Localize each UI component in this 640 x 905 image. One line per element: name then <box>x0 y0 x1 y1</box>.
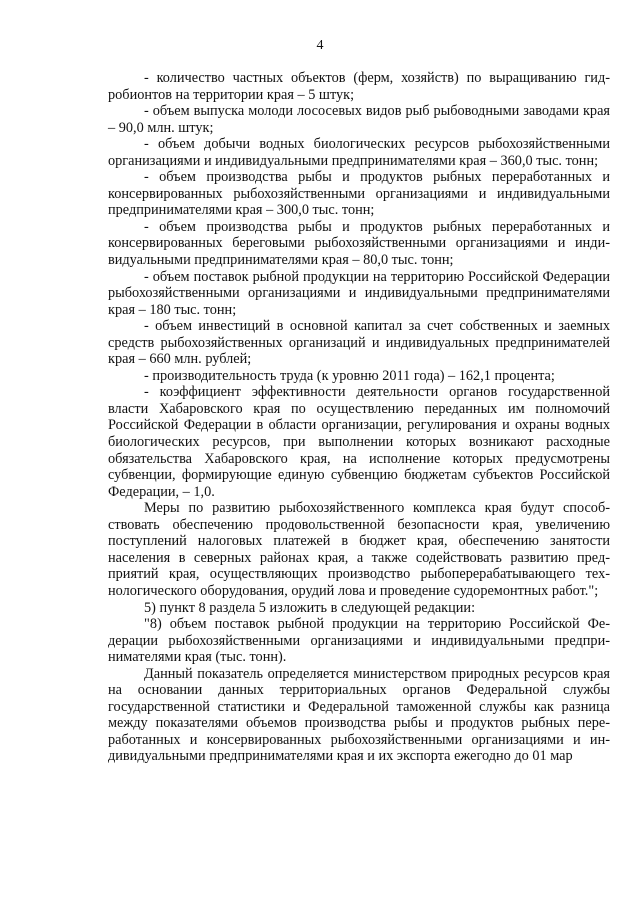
list-item-aquatic-resources-catch: - объем добычи водных биологических ресурсов рыбохозяйственными организациями и индивидуальными предпринимателями края – 360,0 тыс. тонн; <box>108 136 610 169</box>
list-item-investments: - объем инвестиций в основной капитал за счет собственных и заемных средств рыбохозяйственных организаций и индивидуальных предпринимателей края – 660 млн. рублей; <box>108 318 610 368</box>
list-item-efficiency-coefficient: - коэффициент эффективности деятельности органов государственной власти Хабаровского края по осуществлению переданных им полномочий Российской Федерации в области организации, регулирования и охраны водных биологических ресурсов, при выполнении которых возникают расходные обязательства Хабаровского края, на исполнение которых предусмотрены субвенции, формирующие единую субвенцию бюджетам субъектов Российской Федерации, – 1,0. <box>108 384 610 500</box>
list-item-fish-production: - объем производства рыбы и продуктов рыбных переработанных и консервированных рыбохозяйственными организациями и индивидуальными предпринимателями края – 300,0 тыс. тонн; <box>108 169 610 219</box>
list-item-private-farms: - количество частных объектов (ферм, хозяйств) по выращиванию гидробионтов на территории края – 5 штук; <box>108 70 610 103</box>
document-body <box>108 70 610 765</box>
paragraph-development-measures: Меры по развитию рыбохозяйственного комплекса края будут способствовать обеспечению продовольственной безопасности края, увеличению поступлений налоговых платежей в бюджет края, обеспечению занятости населения в северных районах края, а также содействовать развитию предприятий края, осуществляющих производство рыбоперерабатывающего технологического оборудования, орудий лова и проведение судоремонтных работ."; <box>108 500 610 599</box>
list-item-salmon-fry-release: - объем выпуска молоди лососевых видов рыб рыбоводными заводами края – 90,0 млн. штук; <box>108 103 610 136</box>
list-item-fish-supply-russia: - объем поставок рыбной продукции на территорию Российской Федерации рыбохозяйственными организациями и индивидуальными предпринимателями края – 180 тыс. тонн; <box>108 268 610 318</box>
paragraph-amendment-item-5: 5) пункт 8 раздела 5 изложить в следующей редакции: <box>144 599 476 616</box>
paragraph-indicator-definition: Данный показатель определяется министерством природных ресурсов края на основании данных территориальных органов Федеральной службы государственной статистики и Федеральной таможенной службы как разница между показателями объемов производства рыбы и продуктов рыбных переработанных и консервированных рыбохозяйственными организациями и индивидуальными предпринимателями края и их экспорта ежегодно до 01 мар <box>108 665 610 765</box>
list-item-labor-productivity: - производительность труда (к уровню 2011 года) – 162,1 процента; <box>144 367 555 384</box>
page-number: 4 <box>316 38 324 53</box>
paragraph-indicator-8: "8) объем поставок рыбной продукции на территорию Российской Федерации рыбохозяйственными организациями и индивидуальными предпринимателями края (тыс. тонн). <box>108 616 610 666</box>
list-item-coastal-fish-production: - объем производства рыбы и продуктов рыбных переработанных и консервированных береговыми рыбохозяйственными организациями и индивидуальными предпринимателями края – 80,0 тыс. тонн; <box>108 218 610 269</box>
